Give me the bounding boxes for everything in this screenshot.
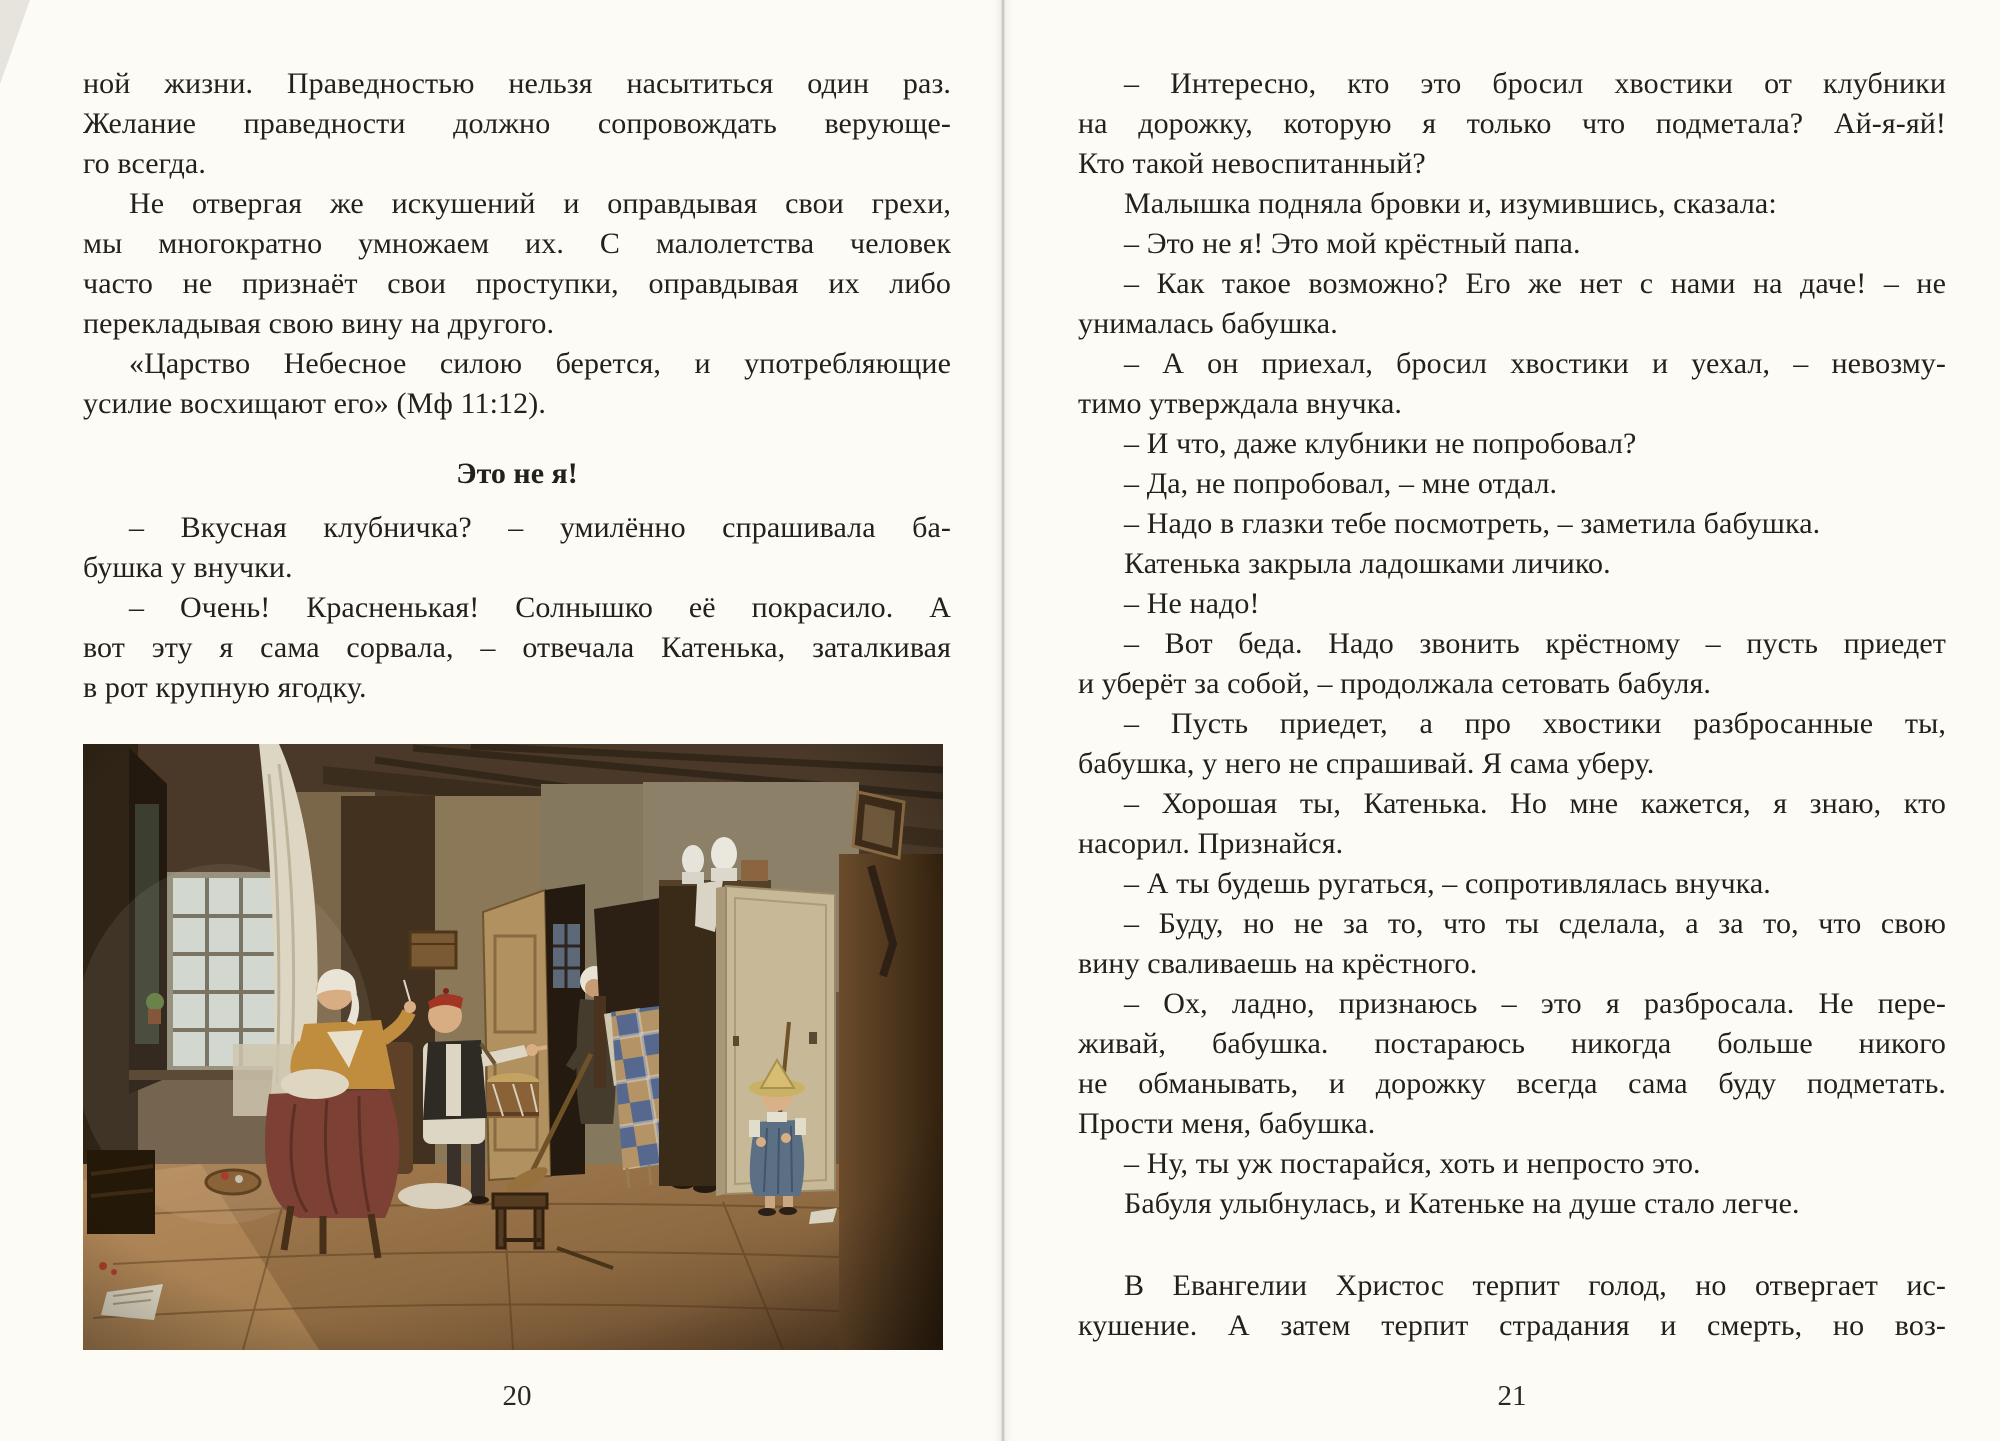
text-line: тимо утверждала внучка. bbox=[1078, 387, 1402, 420]
paragraph bbox=[1078, 64, 1946, 184]
paragraph bbox=[1078, 424, 1946, 464]
text-line: не обманывать, и дорожку всегда сама буду подметать. bbox=[1078, 1067, 1946, 1100]
text-line: «Царство Небесное силою берется, и употребляющие bbox=[129, 347, 951, 380]
text-line: мы многократно умножаем их. С малолетства человек bbox=[83, 227, 951, 260]
text-line: кушение. А затем терпит страдания и смерть, но воз- bbox=[1078, 1309, 1946, 1342]
text-line: усилие восхищают его» (Мф 11:12). bbox=[83, 387, 546, 420]
text-line: насорил. Признайся. bbox=[1078, 827, 1344, 860]
left-page-text-column bbox=[83, 64, 951, 1350]
text-line: – Интересно, кто это бросил хвостики от клубники bbox=[1124, 67, 1946, 100]
text-line: и уберёт за собой, – продолжала сетовать бабуля. bbox=[1078, 667, 1711, 700]
paragraph bbox=[1078, 984, 1946, 1144]
text-line: живай, бабушка. постараюсь никогда больше никого bbox=[1078, 1027, 1946, 1060]
right-page bbox=[1078, 0, 1946, 1441]
paragraph bbox=[83, 508, 951, 588]
text-line: вину сваливаешь на крёстного. bbox=[1078, 947, 1478, 980]
paragraph bbox=[1078, 224, 1946, 264]
paragraph bbox=[83, 64, 951, 184]
right-page-text-column bbox=[1078, 64, 1946, 1346]
text-line: – И что, даже клубники не попробовал? bbox=[1124, 427, 1637, 460]
text-line: Малышка подняла бровки и, изумившись, сказала: bbox=[1124, 187, 1777, 220]
text-line: – Надо в глазки тебе посмотреть, – заметила бабушка. bbox=[1124, 507, 1821, 540]
text-line: Катенька закрыла ладошками личико. bbox=[1124, 547, 1611, 580]
paragraph bbox=[1078, 864, 1946, 904]
text-line: Не отвергая же искушений и оправдывая свои грехи, bbox=[129, 187, 951, 220]
painting-figure bbox=[83, 744, 943, 1350]
paragraph bbox=[83, 588, 951, 708]
text-line: – Очень! Красненькая! Солнышко её покрасило. А bbox=[129, 591, 951, 624]
text-line: – Хорошая ты, Катенька. Но мне кажется, я знаю, кто bbox=[1124, 787, 1946, 820]
paragraph bbox=[1078, 624, 1946, 704]
text-line: – А он приехал, бросил хвостики и уехал, – невозму- bbox=[1124, 347, 1946, 380]
text-line: – А ты будешь ругаться, – сопротивлялась внучка. bbox=[1124, 867, 1771, 900]
text-line: – Вот беда. Надо звонить крёстному – пусть приедет bbox=[1124, 627, 1946, 660]
text-line: – Это не я! Это мой крёстный папа. bbox=[1124, 227, 1581, 260]
text-line: го всегда. bbox=[83, 147, 206, 180]
painting-image bbox=[83, 744, 943, 1350]
text-line: вот эту я сама сорвала, – отвечала Катенька, заталкивая bbox=[83, 631, 951, 664]
left-page bbox=[83, 0, 951, 1441]
paragraph bbox=[1078, 1144, 1946, 1184]
text-line: Бабуля улыбнулась, и Катеньке на душе стало легче. bbox=[1124, 1187, 1800, 1220]
paragraph bbox=[83, 344, 951, 424]
text-line: перекладывая свою вину на другого. bbox=[83, 307, 555, 340]
paragraph bbox=[1078, 544, 1946, 584]
text-line: Прости меня, бабушка. bbox=[1078, 1107, 1376, 1140]
section-heading: Это не я! bbox=[456, 457, 578, 490]
text-line: – Ох, ладно, признаюсь – это я разбросала. Не пере- bbox=[1124, 987, 1946, 1020]
text-line: Желание праведности должно сопровождать верующе- bbox=[83, 107, 951, 140]
page-number-left: 20 bbox=[502, 1380, 532, 1412]
text-line: бабушка, у него не спрашивай. Я сама уберу. bbox=[1078, 747, 1655, 780]
gutter-shadow bbox=[994, 0, 1012, 1441]
text-line: бушка у внучки. bbox=[83, 551, 293, 584]
paragraph bbox=[1078, 784, 1946, 864]
text-line: Кто такой невоспитанный? bbox=[1078, 147, 1426, 180]
text-line: ной жизни. Праведностью нельзя насытиться один раз. bbox=[83, 67, 951, 100]
paragraph bbox=[1078, 704, 1946, 784]
text-line: – Да, не попробовал, – мне отдал. bbox=[1124, 467, 1558, 500]
paragraph bbox=[1078, 184, 1946, 224]
paragraph bbox=[1078, 504, 1946, 544]
text-line: – Как такое возможно? Его же нет с нами на даче! – не bbox=[1124, 267, 1946, 300]
text-line: на дорожку, которую я только что подметала? Ай-я-яй! bbox=[1078, 107, 1946, 140]
paragraph bbox=[1078, 1266, 1946, 1346]
text-line: – Буду, но не за то, что ты сделала, а за то, что свою bbox=[1124, 907, 1946, 940]
text-line: – Вкусная клубничка? – умилённо спрашивала ба- bbox=[129, 511, 951, 544]
text-line: – Пусть приедет, а про хвостики разбросанные ты, bbox=[1124, 707, 1946, 740]
text-line: часто не признаёт свои проступки, оправдывая их либо bbox=[83, 267, 951, 300]
text-line: – Не надо! bbox=[1124, 587, 1260, 620]
paragraph bbox=[1078, 344, 1946, 424]
text-line: – Ну, ты уж постарайся, хоть и непросто это. bbox=[1124, 1147, 1701, 1180]
text-line: унималась бабушка. bbox=[1078, 307, 1338, 340]
text-line: в рот крупную ягодку. bbox=[83, 671, 367, 704]
paragraph bbox=[83, 184, 951, 344]
paragraph bbox=[1078, 1184, 1946, 1224]
paragraph bbox=[1078, 464, 1946, 504]
text-line: В Евангелии Христос терпит голод, но отвергает ис- bbox=[1124, 1269, 1946, 1302]
page-number-right: 21 bbox=[1497, 1380, 1527, 1412]
scan-corner-shadow bbox=[0, 0, 30, 84]
paragraph bbox=[1078, 904, 1946, 984]
paragraph bbox=[1078, 264, 1946, 344]
paragraph bbox=[1078, 584, 1946, 624]
